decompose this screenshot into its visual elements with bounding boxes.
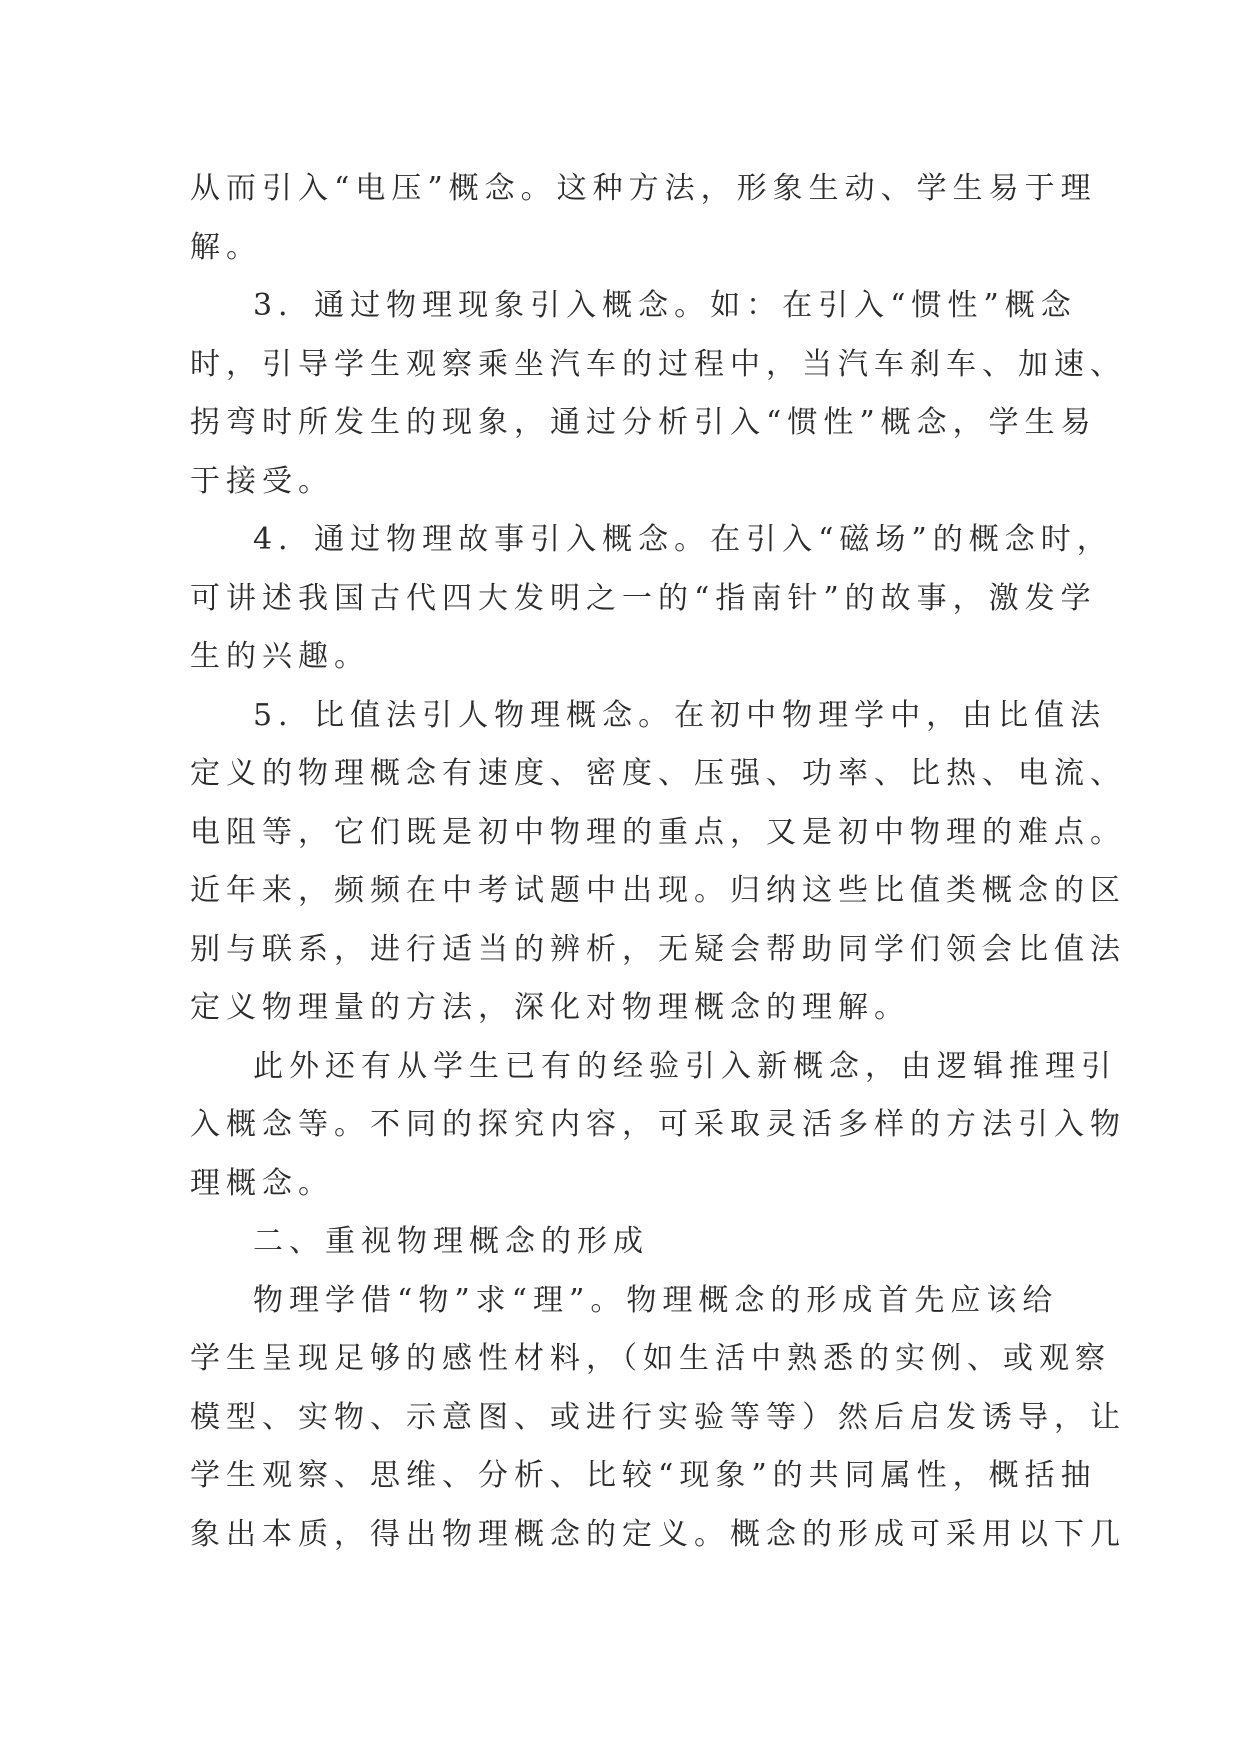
paragraph-start-line: 物理学借“物”求“理”。物理概念的形成首先应该给 [253, 1282, 1059, 1318]
document-body [190, 160, 1126, 1564]
text-line: 学生呈现足够的感性材料，（如生活中熟悉的实例、或观察 [190, 1341, 1111, 1376]
text-line: 于接受。 [190, 463, 334, 499]
paragraph-start-line: 此外还有从学生已有的经验引入新概念，由逻辑推理引 [253, 1048, 1117, 1084]
text-line: 学生观察、思维、分析、比较“现象”的共同属性，概括抽 [190, 1458, 1097, 1493]
paragraph-start-line: 4．通过物理故事引入概念。在引入“磁场”的概念时， [253, 522, 1113, 557]
text-line: 电阻等，它们既是初中物理的重点，又是初中物理的难点。 [190, 814, 1126, 850]
text-line: 别与联系，进行适当的辨析，无疑会帮助同学们领会比值法 [190, 931, 1126, 967]
paragraph-start-line: 3．通过物理现象引入概念。如：在引入“惯性”概念 [253, 288, 1077, 323]
text-line: 理概念。 [190, 1165, 334, 1201]
text-line: 模型、实物、示意图、或进行实验等等）然后启发诱导，让 [190, 1399, 1126, 1435]
text-line: 从而引入“电压”概念。这种方法，形象生动、学生易于理 [190, 171, 1097, 206]
text-line: 时，引导学生观察乘坐汽车的过程中，当汽车刹车、加速、 [190, 346, 1126, 382]
text-line: 近年来，频频在中考试题中出现。归纳这些比值类概念的区 [190, 873, 1126, 908]
text-line: 象出本质，得出物理概念的定义。概念的形成可采用以下几 [190, 1516, 1126, 1552]
text-line: 生的兴趣。 [190, 639, 370, 674]
text-line: 入概念等。不同的探究内容，可采取灵活多样的方法引入物 [190, 1107, 1126, 1142]
text-line: 解。 [190, 229, 262, 265]
text-line: 拐弯时所发生的现象，通过分析引入“惯性”概念，学生易 [190, 405, 1097, 440]
text-line: 定义物理量的方法，深化对物理概念的理解。 [190, 990, 910, 1025]
text-line: 定义的物理概念有速度、密度、压强、功率、比热、电流、 [190, 756, 1126, 791]
section-heading: 二、重视物理概念的形成 [253, 1224, 649, 1259]
paragraph-start-line: 5．比值法引人物理概念。在初中物理学中，由比值法 [253, 697, 1107, 733]
text-line: 可讲述我国古代四大发明之一的“指南针”的故事，激发学 [190, 580, 1097, 616]
